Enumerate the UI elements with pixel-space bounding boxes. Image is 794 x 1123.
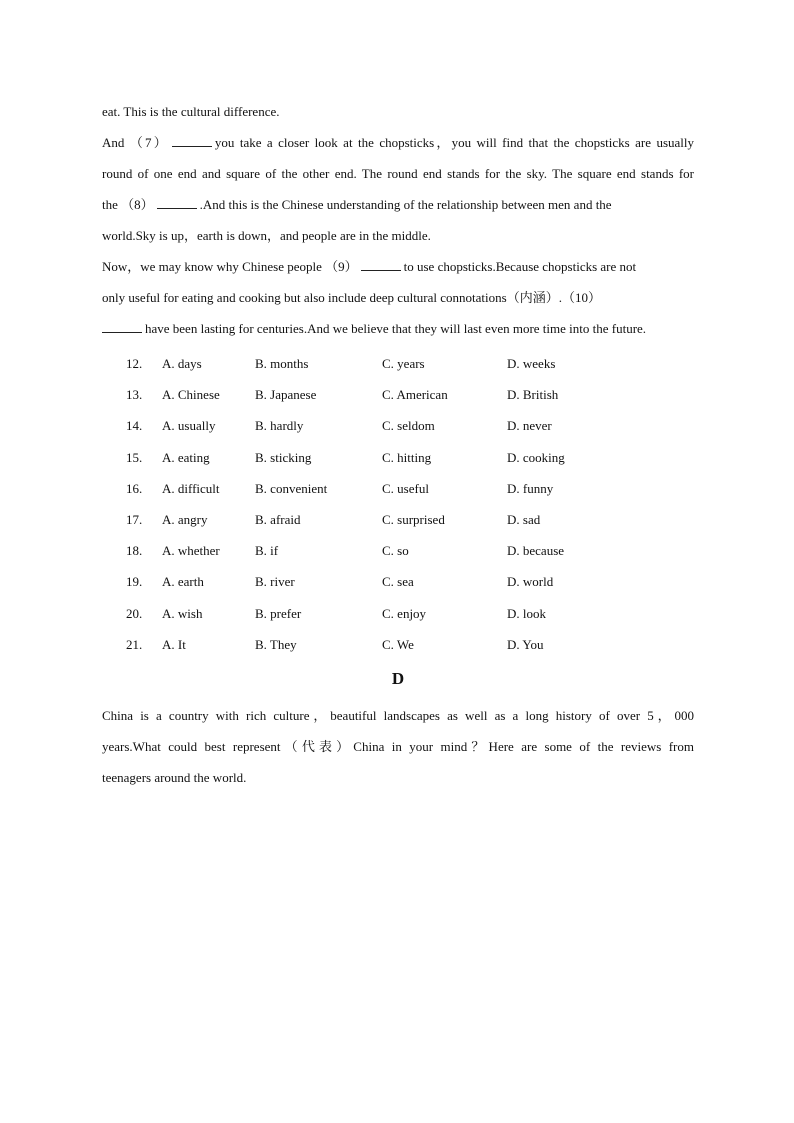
question-number: 12. <box>126 356 143 371</box>
question-row <box>102 535 694 566</box>
option-d: D. sad <box>507 511 541 527</box>
option-d: D. look <box>507 605 546 621</box>
option-c: C. seldom <box>382 418 435 434</box>
passage-line-7: only useful for eating and cooking but also include deep cultural connotations（内涵）.（10） <box>102 290 601 305</box>
option-a: A. days <box>162 356 202 371</box>
question-number: 13. <box>126 387 143 403</box>
question-number: 20. <box>126 605 143 621</box>
option-a: A. whether <box>162 543 220 559</box>
option-b: B. prefer <box>255 605 302 621</box>
answer-options <box>102 348 694 660</box>
question-row <box>102 473 694 504</box>
blank-10 <box>102 320 142 333</box>
question-row <box>102 410 694 441</box>
passage-d-line-1: China is a country with rich culture，beautiful landscapes as well as a long history of over 5，000 <box>102 708 694 723</box>
blank-8-suffix: .And this is the Chinese understanding of the relationship between men and the <box>199 197 612 212</box>
blank-8-prefix: the （8） <box>102 197 154 212</box>
blank-9 <box>361 258 401 271</box>
question-row <box>102 379 694 410</box>
passage-line-2 <box>102 127 694 158</box>
passage-line-8 <box>102 313 694 344</box>
passage-line-5: world.Sky is up，earth is down，and people are in the middle. <box>102 228 431 243</box>
question-row <box>102 566 694 597</box>
option-b: B. Japanese <box>255 387 317 403</box>
question-row <box>102 598 694 629</box>
option-d: D. never <box>507 418 552 434</box>
option-c: C. years <box>382 356 425 371</box>
question-number: 21. <box>126 636 143 652</box>
question-number: 17. <box>126 511 143 527</box>
question-row <box>102 629 694 660</box>
question-number: 16. <box>126 480 143 496</box>
option-a: A. difficult <box>162 480 220 496</box>
option-b: B. hardly <box>255 418 304 434</box>
question-number: 15. <box>126 449 143 465</box>
option-d: D. world <box>507 574 554 590</box>
blank-8 <box>157 196 197 209</box>
blank-9-prefix: Now，we may know why Chinese people （9） <box>102 259 358 274</box>
option-d: D. weeks <box>507 356 556 371</box>
option-b: B. afraid <box>255 511 301 527</box>
option-c: C. hitting <box>382 449 432 465</box>
question-number: 18. <box>126 543 143 559</box>
option-b: B. months <box>255 356 309 371</box>
question-row <box>102 442 694 473</box>
blank-7-prefix: And （7） <box>102 135 169 150</box>
option-b: B. They <box>255 636 297 652</box>
document-page <box>102 96 694 785</box>
option-b: B. river <box>255 574 295 590</box>
passage-line-1: eat. This is the cultural difference. <box>102 104 280 119</box>
option-a: A. wish <box>162 605 203 621</box>
blank-7 <box>172 134 212 147</box>
question-number: 14. <box>126 418 143 434</box>
option-a: A. earth <box>162 574 204 590</box>
option-c: C. sea <box>382 574 414 590</box>
option-c: C. American <box>382 387 448 403</box>
option-c: C. We <box>382 636 414 652</box>
passage-d <box>102 700 694 793</box>
blank-10-suffix: have been lasting for centuries.And we believe that they will last even more time into the future. <box>145 321 647 336</box>
option-d: D. funny <box>507 480 554 496</box>
passage-line-4 <box>102 189 694 220</box>
blank-7-suffix: you take a closer look at the chopsticks，you will find that the chopsticks are usually <box>214 135 694 150</box>
option-a: A. usually <box>162 418 216 434</box>
section-heading: D <box>391 669 405 688</box>
option-d: D. You <box>507 636 544 652</box>
option-b: B. if <box>255 543 279 559</box>
option-b: B. convenient <box>255 480 328 496</box>
passage-line-3: round of one end and square of the other end. The round end stands for the sky. The square end stands for <box>102 166 694 181</box>
passage-line-6 <box>102 251 694 282</box>
option-d: D. because <box>507 543 565 559</box>
option-a: A. Chinese <box>162 387 220 403</box>
question-number: 19. <box>126 574 143 590</box>
option-a: A. It <box>162 636 186 652</box>
option-c: C. useful <box>382 480 429 496</box>
blank-9-suffix: to use chopsticks.Because chopsticks are not <box>403 259 637 274</box>
option-d: D. British <box>507 387 559 403</box>
option-c: C. surprised <box>382 511 445 527</box>
option-a: A. angry <box>162 511 208 527</box>
option-c: C. so <box>382 543 409 559</box>
option-c: C. enjoy <box>382 605 427 621</box>
passage-c <box>102 96 694 344</box>
question-row <box>102 348 694 379</box>
passage-d-line-3: teenagers around the world. <box>102 770 247 785</box>
option-d: D. cooking <box>507 449 565 465</box>
option-b: B. sticking <box>255 449 312 465</box>
option-a: A. eating <box>162 449 210 465</box>
question-row <box>102 504 694 535</box>
passage-d-line-2: years.What could best represent（代表）China in your mind？Here are some of the reviews from <box>102 739 694 754</box>
